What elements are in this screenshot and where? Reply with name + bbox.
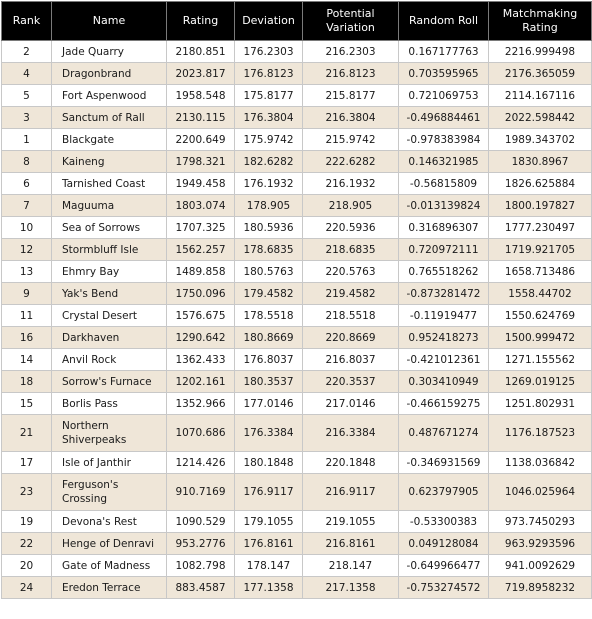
cell-matchmaking-rating: 1719.921705 (489, 239, 592, 261)
cell-random-roll: 0.167177763 (399, 41, 489, 63)
cell-potential-variation: 216.8161 (303, 533, 399, 555)
cell-potential-variation: 219.4582 (303, 283, 399, 305)
cell-name: Darkhaven (52, 327, 167, 349)
cell-name: Sea of Sorrows (52, 217, 167, 239)
cell-rating: 1352.966 (167, 393, 235, 415)
cell-deviation: 176.8161 (235, 533, 303, 555)
cell-deviation: 180.5763 (235, 261, 303, 283)
cell-random-roll: -0.013139824 (399, 195, 489, 217)
cell-deviation: 175.9742 (235, 129, 303, 151)
cell-matchmaking-rating: 1550.624769 (489, 305, 592, 327)
cell-name: Ferguson's Crossing (52, 474, 167, 511)
cell-rating: 1202.161 (167, 371, 235, 393)
cell-matchmaking-rating: 973.7450293 (489, 511, 592, 533)
cell-potential-variation: 220.8669 (303, 327, 399, 349)
cell-random-roll: -0.346931569 (399, 452, 489, 474)
cell-rating: 1803.074 (167, 195, 235, 217)
table-row (2, 327, 592, 349)
cell-deviation: 176.8123 (235, 63, 303, 85)
table-row (2, 415, 592, 452)
cell-rank: 22 (2, 533, 52, 555)
cell-potential-variation: 216.8037 (303, 349, 399, 371)
cell-rank: 15 (2, 393, 52, 415)
cell-matchmaking-rating: 1777.230497 (489, 217, 592, 239)
cell-random-roll: 0.721069753 (399, 85, 489, 107)
cell-deviation: 180.3537 (235, 371, 303, 393)
cell-matchmaking-rating: 1271.155562 (489, 349, 592, 371)
cell-potential-variation: 220.1848 (303, 452, 399, 474)
cell-matchmaking-rating: 1989.343702 (489, 129, 592, 151)
cell-name: Fort Aspenwood (52, 85, 167, 107)
cell-name: Henge of Denravi (52, 533, 167, 555)
cell-rating: 2180.851 (167, 41, 235, 63)
table-row (2, 533, 592, 555)
cell-rating: 1082.798 (167, 555, 235, 577)
cell-rating: 910.7169 (167, 474, 235, 511)
table-row (2, 195, 592, 217)
cell-deviation: 177.1358 (235, 577, 303, 599)
cell-rating: 2200.649 (167, 129, 235, 151)
cell-rating: 1798.321 (167, 151, 235, 173)
cell-deviation: 179.4582 (235, 283, 303, 305)
cell-rank: 24 (2, 577, 52, 599)
cell-rank: 19 (2, 511, 52, 533)
cell-name: Maguuma (52, 195, 167, 217)
cell-random-roll: -0.753274572 (399, 577, 489, 599)
cell-matchmaking-rating: 941.0092629 (489, 555, 592, 577)
cell-potential-variation: 217.1358 (303, 577, 399, 599)
table-row (2, 107, 592, 129)
cell-matchmaking-rating: 1800.197827 (489, 195, 592, 217)
cell-name: Sanctum of Rall (52, 107, 167, 129)
cell-name: Tarnished Coast (52, 173, 167, 195)
cell-name: Gate of Madness (52, 555, 167, 577)
cell-matchmaking-rating: 1826.625884 (489, 173, 592, 195)
header-matchmaking-rating: Matchmaking Rating (489, 2, 592, 41)
cell-random-roll: -0.466159275 (399, 393, 489, 415)
table-row (2, 41, 592, 63)
cell-rating: 2130.115 (167, 107, 235, 129)
table-row (2, 371, 592, 393)
table-row (2, 85, 592, 107)
cell-deviation: 179.1055 (235, 511, 303, 533)
table-row (2, 129, 592, 151)
cell-rating: 1562.257 (167, 239, 235, 261)
cell-deviation: 178.905 (235, 195, 303, 217)
cell-potential-variation: 216.8123 (303, 63, 399, 85)
cell-name: Jade Quarry (52, 41, 167, 63)
cell-rating: 1707.325 (167, 217, 235, 239)
cell-matchmaking-rating: 1830.8967 (489, 151, 592, 173)
cell-deviation: 178.147 (235, 555, 303, 577)
cell-potential-variation: 216.9117 (303, 474, 399, 511)
cell-name: Stormbluff Isle (52, 239, 167, 261)
cell-rank: 23 (2, 474, 52, 511)
cell-rank: 5 (2, 85, 52, 107)
cell-rating: 1576.675 (167, 305, 235, 327)
cell-rating: 1090.529 (167, 511, 235, 533)
cell-random-roll: 0.765518262 (399, 261, 489, 283)
cell-random-roll: -0.873281472 (399, 283, 489, 305)
cell-random-roll: -0.56815809 (399, 173, 489, 195)
cell-random-roll: 0.303410949 (399, 371, 489, 393)
cell-name: Yak's Bend (52, 283, 167, 305)
cell-rank: 10 (2, 217, 52, 239)
cell-deviation: 180.5936 (235, 217, 303, 239)
table-row (2, 63, 592, 85)
cell-deviation: 180.1848 (235, 452, 303, 474)
cell-matchmaking-rating: 1251.802931 (489, 393, 592, 415)
cell-matchmaking-rating: 963.9293596 (489, 533, 592, 555)
cell-potential-variation: 222.6282 (303, 151, 399, 173)
cell-name: Crystal Desert (52, 305, 167, 327)
cell-potential-variation: 218.5518 (303, 305, 399, 327)
cell-random-roll: 0.316896307 (399, 217, 489, 239)
cell-potential-variation: 216.3384 (303, 415, 399, 452)
header-name: Name (52, 2, 167, 41)
cell-random-roll: 0.952418273 (399, 327, 489, 349)
cell-rank: 18 (2, 371, 52, 393)
table-row (2, 239, 592, 261)
cell-random-roll: 0.623797905 (399, 474, 489, 511)
cell-matchmaking-rating: 1658.713486 (489, 261, 592, 283)
cell-name: Dragonbrand (52, 63, 167, 85)
cell-deviation: 175.8177 (235, 85, 303, 107)
cell-deviation: 176.3804 (235, 107, 303, 129)
cell-random-roll: 0.146321985 (399, 151, 489, 173)
cell-deviation: 176.8037 (235, 349, 303, 371)
cell-rank: 6 (2, 173, 52, 195)
cell-rank: 17 (2, 452, 52, 474)
cell-potential-variation: 220.5936 (303, 217, 399, 239)
cell-potential-variation: 216.3804 (303, 107, 399, 129)
cell-potential-variation: 218.905 (303, 195, 399, 217)
cell-name: Anvil Rock (52, 349, 167, 371)
cell-potential-variation: 215.8177 (303, 85, 399, 107)
header-random-roll: Random Roll (399, 2, 489, 41)
cell-deviation: 176.2303 (235, 41, 303, 63)
cell-potential-variation: 219.1055 (303, 511, 399, 533)
cell-rating: 1290.642 (167, 327, 235, 349)
cell-name: Eredon Terrace (52, 577, 167, 599)
header-rating: Rating (167, 2, 235, 41)
cell-rank: 11 (2, 305, 52, 327)
cell-matchmaking-rating: 1176.187523 (489, 415, 592, 452)
table-row (2, 283, 592, 305)
table-row (2, 305, 592, 327)
cell-rank: 8 (2, 151, 52, 173)
cell-rating: 1750.096 (167, 283, 235, 305)
table-row (2, 577, 592, 599)
cell-rating: 2023.817 (167, 63, 235, 85)
cell-deviation: 176.1932 (235, 173, 303, 195)
matchmaking-table (1, 1, 592, 599)
table-row (2, 393, 592, 415)
cell-potential-variation: 217.0146 (303, 393, 399, 415)
header-rank: Rank (2, 2, 52, 41)
cell-random-roll: -0.978383984 (399, 129, 489, 151)
cell-potential-variation: 220.5763 (303, 261, 399, 283)
table-row (2, 474, 592, 511)
cell-rank: 13 (2, 261, 52, 283)
cell-random-roll: 0.720972111 (399, 239, 489, 261)
cell-matchmaking-rating: 719.8958232 (489, 577, 592, 599)
cell-deviation: 176.9117 (235, 474, 303, 511)
cell-rank: 1 (2, 129, 52, 151)
cell-name: Ehmry Bay (52, 261, 167, 283)
cell-deviation: 180.8669 (235, 327, 303, 349)
cell-random-roll: 0.487671274 (399, 415, 489, 452)
cell-rating: 1070.686 (167, 415, 235, 452)
cell-rating: 953.2776 (167, 533, 235, 555)
cell-rating: 1958.548 (167, 85, 235, 107)
cell-rating: 883.4587 (167, 577, 235, 599)
cell-name: Isle of Janthir (52, 452, 167, 474)
cell-matchmaking-rating: 1558.44702 (489, 283, 592, 305)
cell-rank: 7 (2, 195, 52, 217)
cell-random-roll: -0.11919477 (399, 305, 489, 327)
cell-potential-variation: 216.1932 (303, 173, 399, 195)
table-row (2, 555, 592, 577)
cell-random-roll: 0.049128084 (399, 533, 489, 555)
cell-rank: 16 (2, 327, 52, 349)
header-potential-variation: Potential Variation (303, 2, 399, 41)
cell-matchmaking-rating: 2176.365059 (489, 63, 592, 85)
table-row (2, 452, 592, 474)
table-row (2, 349, 592, 371)
cell-potential-variation: 215.9742 (303, 129, 399, 151)
cell-rank: 2 (2, 41, 52, 63)
cell-potential-variation: 220.3537 (303, 371, 399, 393)
cell-matchmaking-rating: 2114.167116 (489, 85, 592, 107)
header-row (2, 2, 592, 41)
cell-deviation: 176.3384 (235, 415, 303, 452)
cell-potential-variation: 218.147 (303, 555, 399, 577)
cell-rank: 9 (2, 283, 52, 305)
cell-potential-variation: 216.2303 (303, 41, 399, 63)
cell-matchmaking-rating: 1138.036842 (489, 452, 592, 474)
cell-matchmaking-rating: 1500.999472 (489, 327, 592, 349)
cell-rank: 12 (2, 239, 52, 261)
cell-name: Northern Shiverpeaks (52, 415, 167, 452)
cell-name: Kaineng (52, 151, 167, 173)
cell-matchmaking-rating: 1046.025964 (489, 474, 592, 511)
cell-rank: 20 (2, 555, 52, 577)
cell-random-roll: 0.703595965 (399, 63, 489, 85)
table-row (2, 511, 592, 533)
table-row (2, 217, 592, 239)
cell-name: Borlis Pass (52, 393, 167, 415)
table-row (2, 261, 592, 283)
cell-rating: 1489.858 (167, 261, 235, 283)
cell-matchmaking-rating: 1269.019125 (489, 371, 592, 393)
cell-name: Devona's Rest (52, 511, 167, 533)
cell-rank: 21 (2, 415, 52, 452)
cell-deviation: 178.5518 (235, 305, 303, 327)
cell-random-roll: -0.53300383 (399, 511, 489, 533)
table-body (2, 41, 592, 599)
cell-deviation: 182.6282 (235, 151, 303, 173)
cell-matchmaking-rating: 2216.999498 (489, 41, 592, 63)
cell-matchmaking-rating: 2022.598442 (489, 107, 592, 129)
cell-rank: 3 (2, 107, 52, 129)
cell-rating: 1214.426 (167, 452, 235, 474)
cell-potential-variation: 218.6835 (303, 239, 399, 261)
cell-name: Blackgate (52, 129, 167, 151)
cell-name: Sorrow's Furnace (52, 371, 167, 393)
cell-random-roll: -0.421012361 (399, 349, 489, 371)
table-row (2, 173, 592, 195)
cell-deviation: 177.0146 (235, 393, 303, 415)
cell-random-roll: -0.649966477 (399, 555, 489, 577)
table-row (2, 151, 592, 173)
cell-rating: 1949.458 (167, 173, 235, 195)
header-deviation: Deviation (235, 2, 303, 41)
cell-rank: 14 (2, 349, 52, 371)
cell-random-roll: -0.496884461 (399, 107, 489, 129)
cell-deviation: 178.6835 (235, 239, 303, 261)
cell-rating: 1362.433 (167, 349, 235, 371)
cell-rank: 4 (2, 63, 52, 85)
